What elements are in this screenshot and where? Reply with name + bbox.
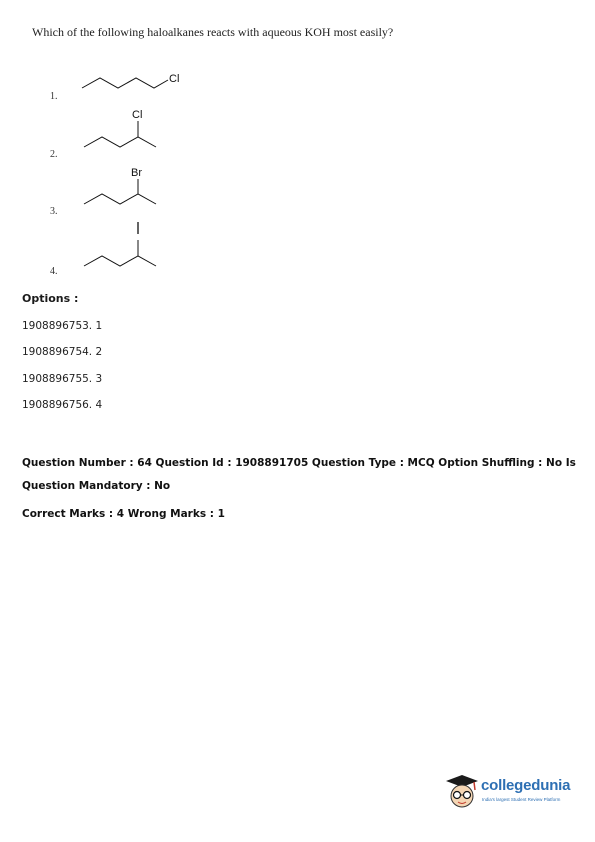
structure-number-1: 1. xyxy=(50,91,58,102)
question-meta-line-3: Correct Marks : 4 Wrong Marks : 1 xyxy=(22,508,225,520)
structure-3-diagram xyxy=(82,162,172,212)
structure-number-2: 2. xyxy=(50,149,58,160)
structure-number-4: 4. xyxy=(50,266,58,277)
structure-3-substituent: Br xyxy=(131,167,142,179)
option-3: 1908896755. 3 xyxy=(22,373,103,385)
option-1: 1908896753. 1 xyxy=(22,320,103,332)
logo-tagline: India's largest Student Review Platform xyxy=(482,797,561,802)
structure-4-diagram xyxy=(82,218,172,273)
structure-1-diagram xyxy=(80,66,190,96)
student-mascot-icon xyxy=(444,773,480,813)
structure-2-diagram xyxy=(82,105,172,155)
logo-wordmark: collegedunia xyxy=(481,777,571,794)
structure-2-substituent: Cl xyxy=(132,109,143,121)
question-meta-line-2: Question Mandatory : No xyxy=(22,480,171,492)
option-2: 1908896754. 2 xyxy=(22,346,103,358)
question-meta-line-1: Question Number : 64 Question Id : 1908891705 Question Type : MCQ Option Shuffling : No Is xyxy=(22,457,576,469)
structure-1-substituent: Cl xyxy=(169,73,180,85)
collegedunia-logo xyxy=(444,773,594,813)
question-text: Which of the following haloalkanes reacts with aqueous KOH most easily? xyxy=(32,25,394,39)
structure-number-3: 3. xyxy=(50,206,58,217)
option-4: 1908896756. 4 xyxy=(22,399,103,411)
options-title: Options : xyxy=(22,292,79,305)
